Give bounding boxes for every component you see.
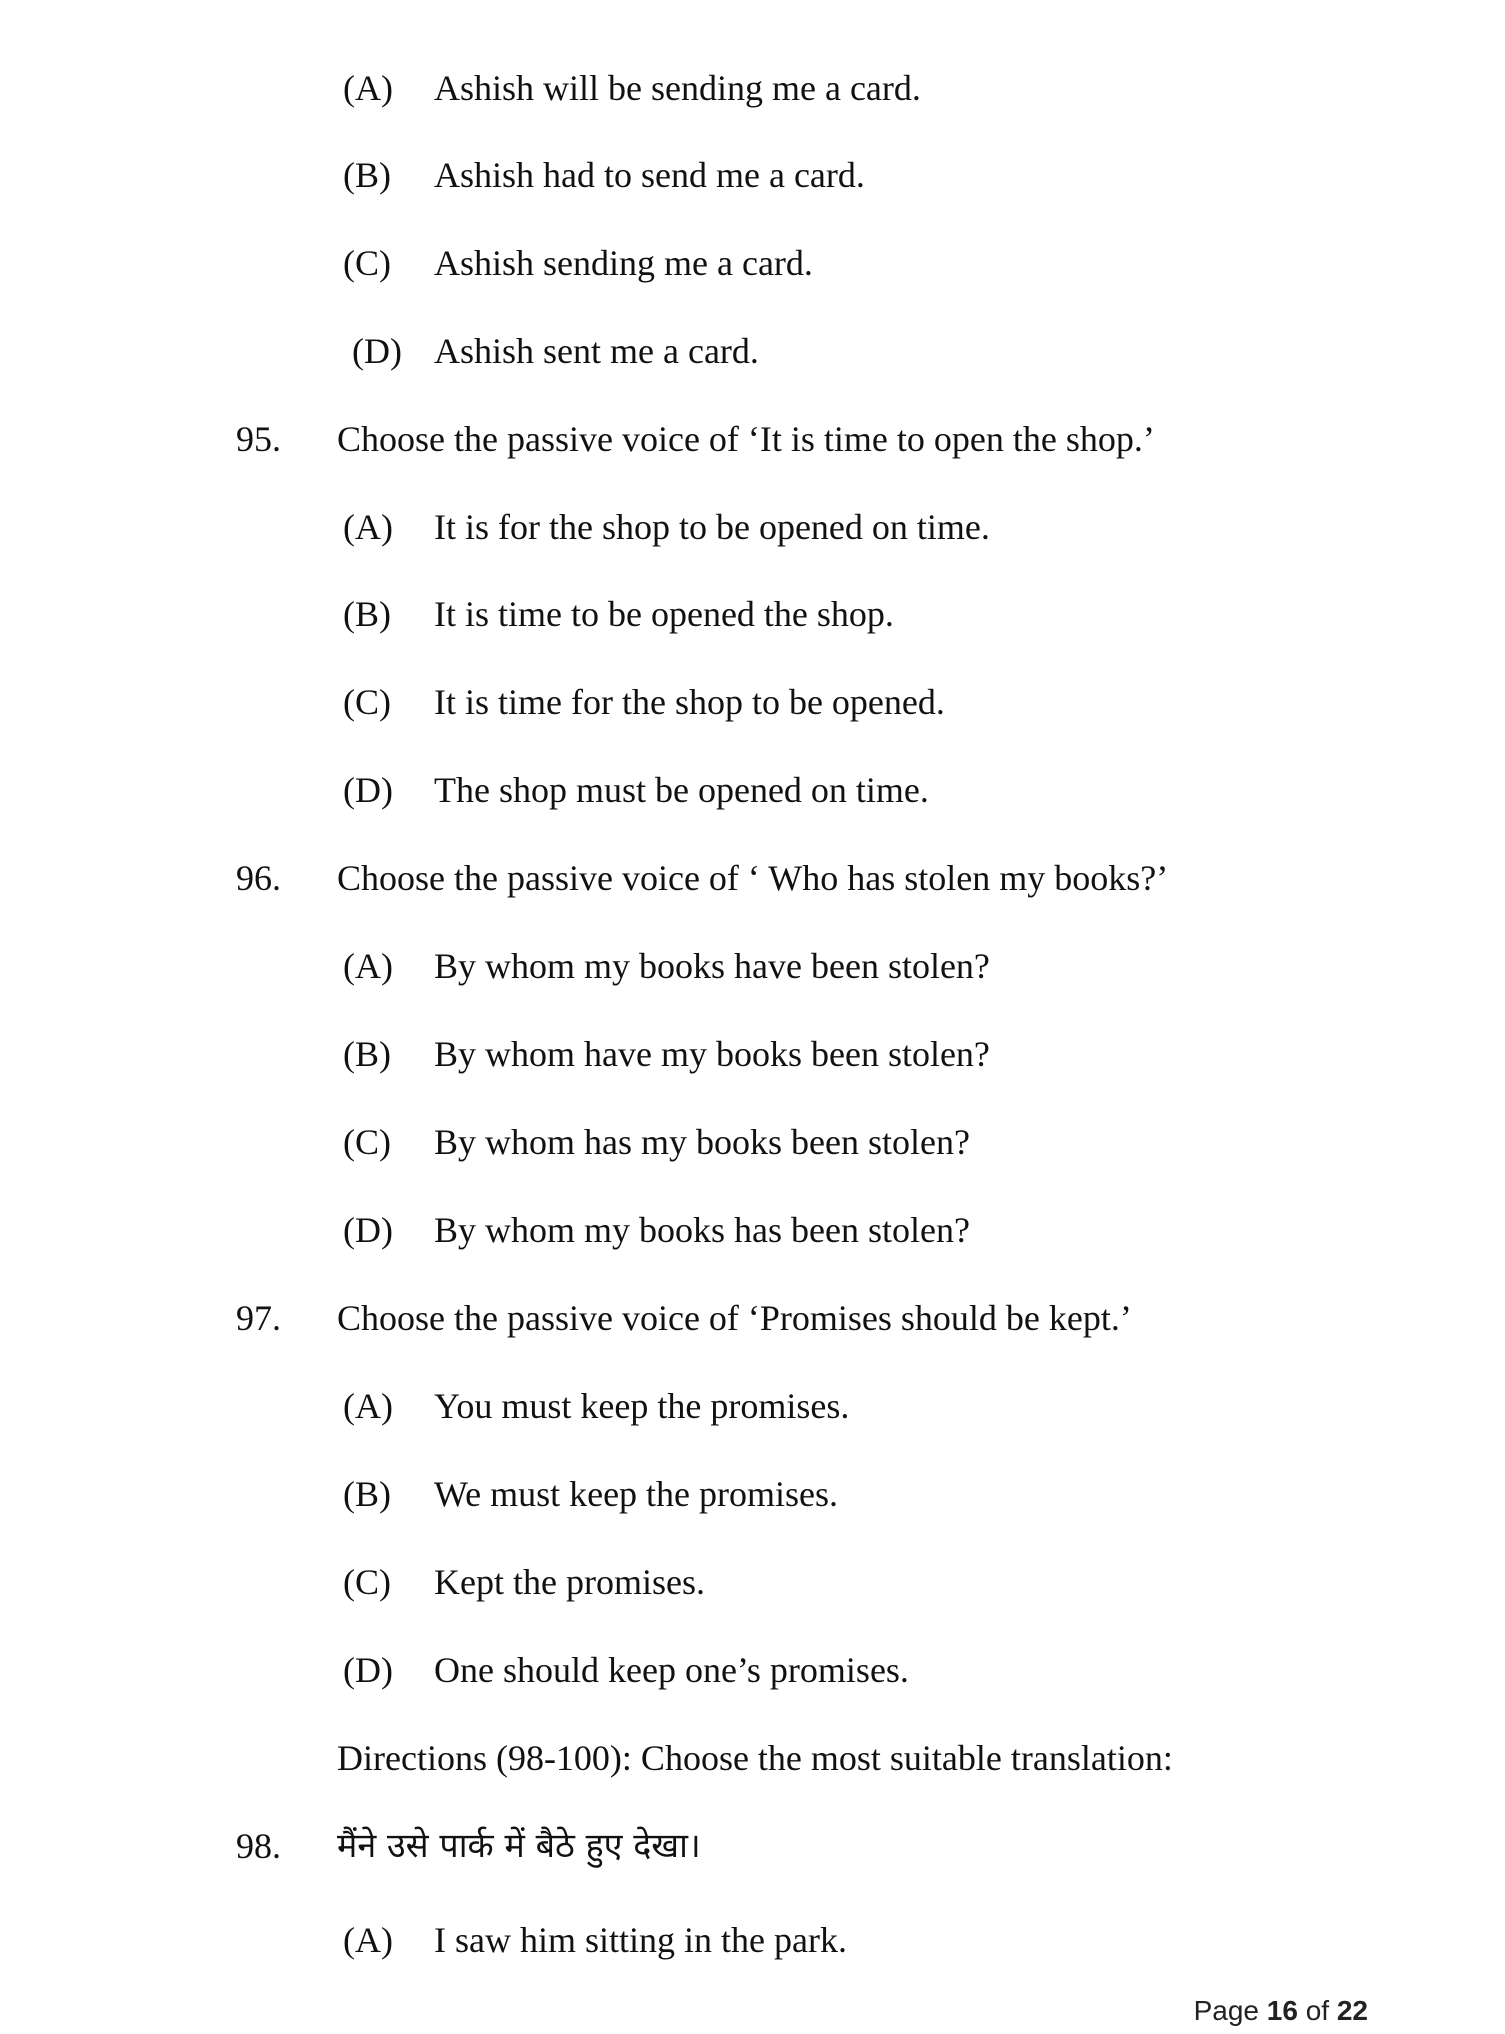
page-current: 16 [1266, 1995, 1298, 2026]
option-label: (A) [343, 946, 393, 986]
option-text: Ashish had to send me a card. [434, 155, 865, 195]
option-text: Ashish sending me a card. [434, 243, 813, 283]
page-mid: of [1297, 1995, 1337, 2026]
option-text: It is time for the shop to be opened. [434, 682, 945, 722]
question-number: 96. [236, 858, 281, 898]
option-label: (D) [343, 770, 393, 810]
option-text: It is for the shop to be opened on time. [434, 507, 990, 547]
option-text: Ashish will be sending me a card. [434, 68, 921, 108]
page-number [1194, 1995, 1368, 2027]
option-label: (D) [343, 1650, 393, 1690]
directions [337, 1736, 1173, 1780]
option-text: Kept the promises. [434, 1562, 705, 1602]
question-number: 95. [236, 419, 281, 459]
directions-text: Directions (98-100): Choose the most suitable translation: [337, 1738, 1173, 1778]
question-number: 98. [236, 1826, 281, 1866]
option-label: (B) [343, 1474, 391, 1514]
question-text: Choose the passive voice of ‘It is time to open the shop.’ [337, 419, 1155, 459]
option-label: (B) [343, 155, 391, 195]
option-text: We must keep the promises. [434, 1474, 839, 1514]
option-text: One should keep one’s promises. [434, 1650, 909, 1690]
page-total: 22 [1336, 1995, 1368, 2026]
page-prefix: Page [1193, 1995, 1267, 2026]
option-label: (C) [343, 1562, 391, 1602]
option-text: By whom has my books been stolen? [434, 1122, 970, 1162]
option-label: (D) [343, 1210, 393, 1250]
option-label: (B) [343, 1034, 391, 1074]
option-label: (A) [343, 507, 393, 547]
option-label: (C) [343, 682, 391, 722]
option-text: I saw him sitting in the park. [434, 1920, 847, 1960]
option-label: (C) [343, 243, 391, 283]
option-text: Ashish sent me a card. [434, 331, 759, 371]
question-text: Choose the passive voice of ‘ Who has stolen my books?’ [337, 858, 1169, 898]
option-label: (B) [343, 594, 391, 634]
question-text-hindi: मैंने उसे पार्क में बैठे हुए देखा। [337, 1826, 701, 1866]
option-text: You must keep the promises. [434, 1386, 850, 1426]
option-text: It is time to be opened the shop. [434, 594, 894, 634]
option-label: (D) [352, 331, 402, 371]
question-text: Choose the passive voice of ‘Promises should be kept.’ [337, 1298, 1132, 1338]
option-text: By whom have my books been stolen? [434, 1034, 990, 1074]
option-label: (C) [343, 1122, 391, 1162]
option-text: By whom my books have been stolen? [434, 946, 990, 986]
option-label: (A) [343, 1920, 393, 1960]
option-text: The shop must be opened on time. [434, 770, 929, 810]
question-number: 97. [236, 1298, 281, 1338]
option-text: By whom my books has been stolen? [434, 1210, 970, 1250]
option-label: (A) [343, 1386, 393, 1426]
option-label: (A) [343, 68, 393, 108]
